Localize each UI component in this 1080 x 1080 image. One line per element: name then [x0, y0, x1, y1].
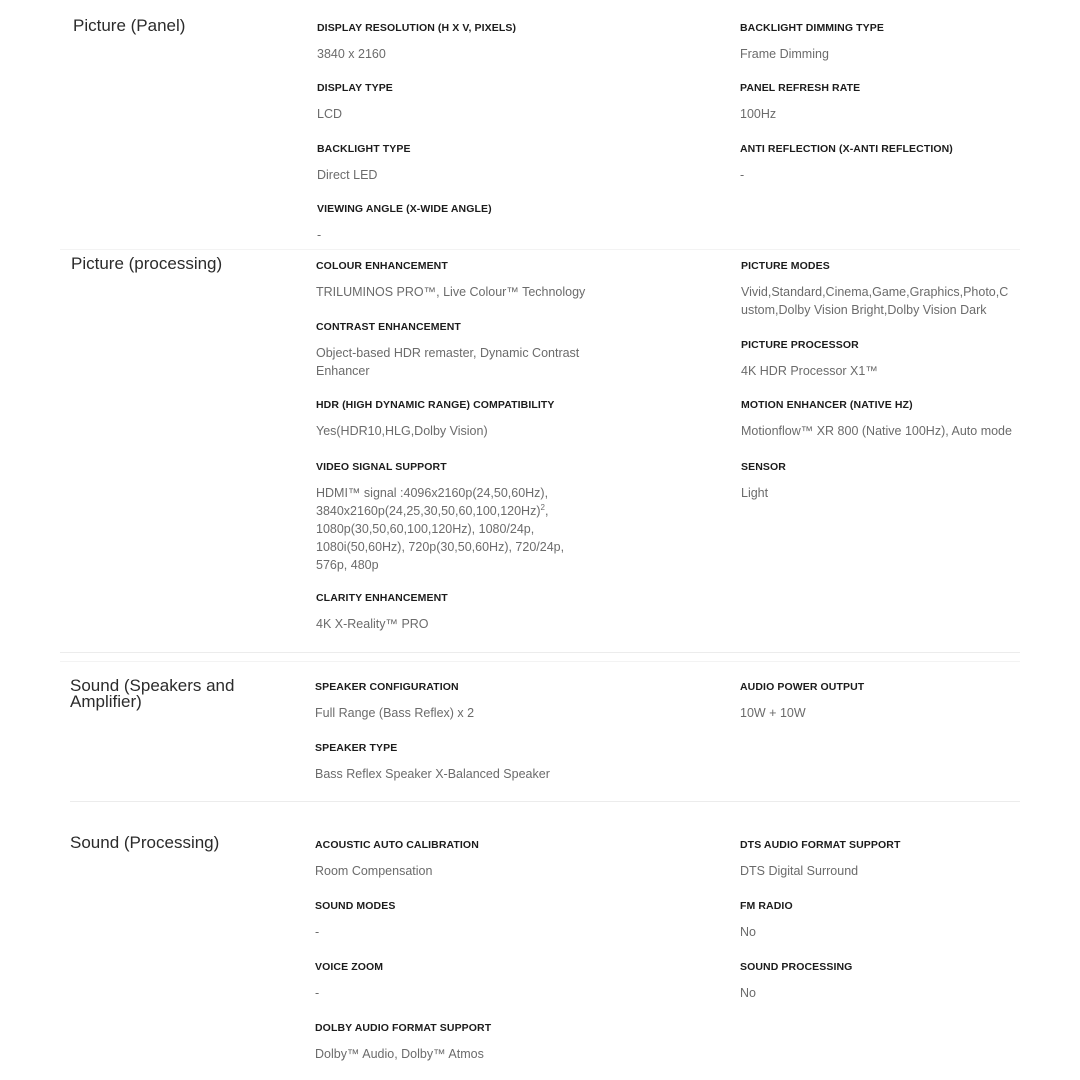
section-title-picture-processing: Picture (processing)	[71, 254, 223, 273]
spec-backlight-type	[317, 142, 617, 184]
section-divider	[70, 801, 1020, 802]
spec-value: 4K HDR Processor X1™	[741, 364, 878, 378]
spec-speaker-configuration	[315, 680, 615, 722]
spec-motion-enhancer	[741, 398, 1031, 440]
spec-viewing-angle	[317, 202, 617, 244]
section-divider	[60, 249, 1020, 250]
spec-value: Room Compensation	[315, 864, 433, 878]
spec-value: Motionflow™ XR 800 (Native 100Hz), Auto mode	[741, 424, 1012, 438]
spec-value: Light	[741, 486, 769, 500]
spec-voice-zoom	[315, 960, 615, 1002]
spec-label: ANTI REFLECTION (X-ANTI REFLECTION)	[740, 143, 953, 155]
spec-label: PANEL REFRESH RATE	[740, 82, 861, 94]
spec-contrast-enhancement	[316, 320, 606, 380]
spec-value: Yes(HDR10,HLG,Dolby Vision)	[316, 424, 488, 438]
spec-label: DISPLAY RESOLUTION (H X V, PIXELS)	[317, 22, 517, 34]
spec-label: PICTURE PROCESSOR	[741, 339, 859, 351]
section-title-sound-speakers: Sound (Speakers and Amplifier)	[70, 676, 235, 711]
spec-picture-modes	[741, 259, 1009, 319]
spec-sound-processing	[740, 960, 1020, 1002]
spec-label: HDR (HIGH DYNAMIC RANGE) COMPATIBILITY	[316, 399, 555, 411]
spec-dolby-audio-format-support	[315, 1021, 615, 1063]
spec-value: 4K X-Reality™ PRO	[316, 617, 429, 631]
spec-value: No	[740, 986, 756, 1000]
section-divider	[60, 661, 1020, 662]
spec-display-resolution	[317, 21, 617, 63]
footnote-marker[interactable]: 2	[540, 502, 545, 512]
spec-label: AUDIO POWER OUTPUT	[740, 681, 865, 693]
spec-label: BACKLIGHT TYPE	[317, 143, 411, 155]
spec-picture-processor	[741, 338, 1021, 380]
spec-label: CLARITY ENHANCEMENT	[316, 592, 448, 604]
spec-value: Frame Dimming	[740, 47, 829, 61]
spec-value: Bass Reflex Speaker X-Balanced Speaker	[315, 767, 550, 781]
spec-value: Full Range (Bass Reflex) x 2	[315, 706, 475, 720]
spec-sound-modes	[315, 899, 615, 941]
spec-label: FM RADIO	[740, 900, 793, 912]
spec-label: VOICE ZOOM	[315, 961, 384, 973]
spec-label: SOUND PROCESSING	[740, 961, 853, 973]
spec-audio-power-output	[740, 680, 1020, 722]
spec-value: 100Hz	[740, 107, 777, 121]
spec-label: DISPLAY TYPE	[317, 82, 393, 94]
spec-dts-audio-format-support	[740, 838, 1020, 880]
spec-hdr-compatibility	[316, 398, 606, 440]
section-title-sound-processing: Sound (Processing)	[70, 833, 220, 852]
spec-value: -	[740, 168, 745, 182]
spec-label: DTS AUDIO FORMAT SUPPORT	[740, 839, 901, 851]
spec-value: -	[317, 228, 322, 242]
spec-label: MOTION ENHANCER (NATIVE HZ)	[741, 399, 913, 411]
spec-anti-reflection	[740, 142, 1020, 184]
spec-value	[316, 484, 596, 574]
spec-label: VIEWING ANGLE (X-WIDE ANGLE)	[317, 203, 492, 215]
spec-value: LCD	[317, 107, 343, 121]
spec-label: PICTURE MODES	[741, 260, 830, 272]
spec-value: TRILUMINOS PRO™, Live Colour™ Technology	[316, 285, 586, 299]
spec-value: Dolby™ Audio, Dolby™ Atmos	[315, 1047, 484, 1061]
spec-label: ACOUSTIC AUTO CALIBRATION	[315, 839, 479, 851]
spec-value: Direct LED	[317, 168, 378, 182]
spec-value-part: , 1080p(30,50,60,100,120Hz), 1080/24p, 1080i(50,60Hz), 720p(30,50,60Hz), 720/24p, 576p, 480p	[316, 504, 565, 572]
spec-label: SOUND MODES	[315, 900, 396, 912]
spec-value: Vivid,Standard,Cinema,Game,Graphics,Photo,Custom,Dolby Vision Bright,Dolby Vision Dark	[741, 285, 1009, 317]
spec-label: COLOUR ENHANCEMENT	[316, 260, 448, 272]
spec-value: Object-based HDR remaster, Dynamic Contrast Enhancer	[316, 346, 580, 378]
spec-label: VIDEO SIGNAL SUPPORT	[316, 461, 447, 473]
spec-value: 10W + 10W	[740, 706, 806, 720]
spec-display-type	[317, 81, 617, 123]
spec-value: -	[315, 986, 320, 1000]
spec-speaker-type	[315, 741, 615, 783]
spec-clarity-enhancement	[316, 591, 606, 633]
section-divider	[60, 652, 1020, 653]
spec-label: SPEAKER TYPE	[315, 742, 398, 754]
spec-label: DOLBY AUDIO FORMAT SUPPORT	[315, 1022, 492, 1034]
spec-label: SENSOR	[741, 461, 786, 473]
spec-value: DTS Digital Surround	[740, 864, 859, 878]
spec-value: -	[315, 925, 320, 939]
spec-value: No	[740, 925, 756, 939]
spec-panel-refresh-rate	[740, 81, 1020, 123]
spec-sensor	[741, 460, 1021, 502]
spec-video-signal-support	[316, 460, 596, 574]
section-title-picture-panel: Picture (Panel)	[73, 16, 186, 35]
spec-label: CONTRAST ENHANCEMENT	[316, 321, 461, 333]
spec-fm-radio	[740, 899, 1020, 941]
spec-label: BACKLIGHT DIMMING TYPE	[740, 22, 884, 34]
spec-acoustic-auto-calibration	[315, 838, 615, 880]
spec-backlight-dimming-type	[740, 21, 1020, 63]
spec-value: 3840 x 2160	[317, 47, 386, 61]
spec-colour-enhancement	[316, 259, 606, 301]
spec-label: SPEAKER CONFIGURATION	[315, 681, 459, 693]
spec-value-part: HDMI™ signal :4096x2160p(24,50,60Hz), 3840x2160p(24,25,30,50,60,100,120Hz)	[316, 486, 549, 518]
